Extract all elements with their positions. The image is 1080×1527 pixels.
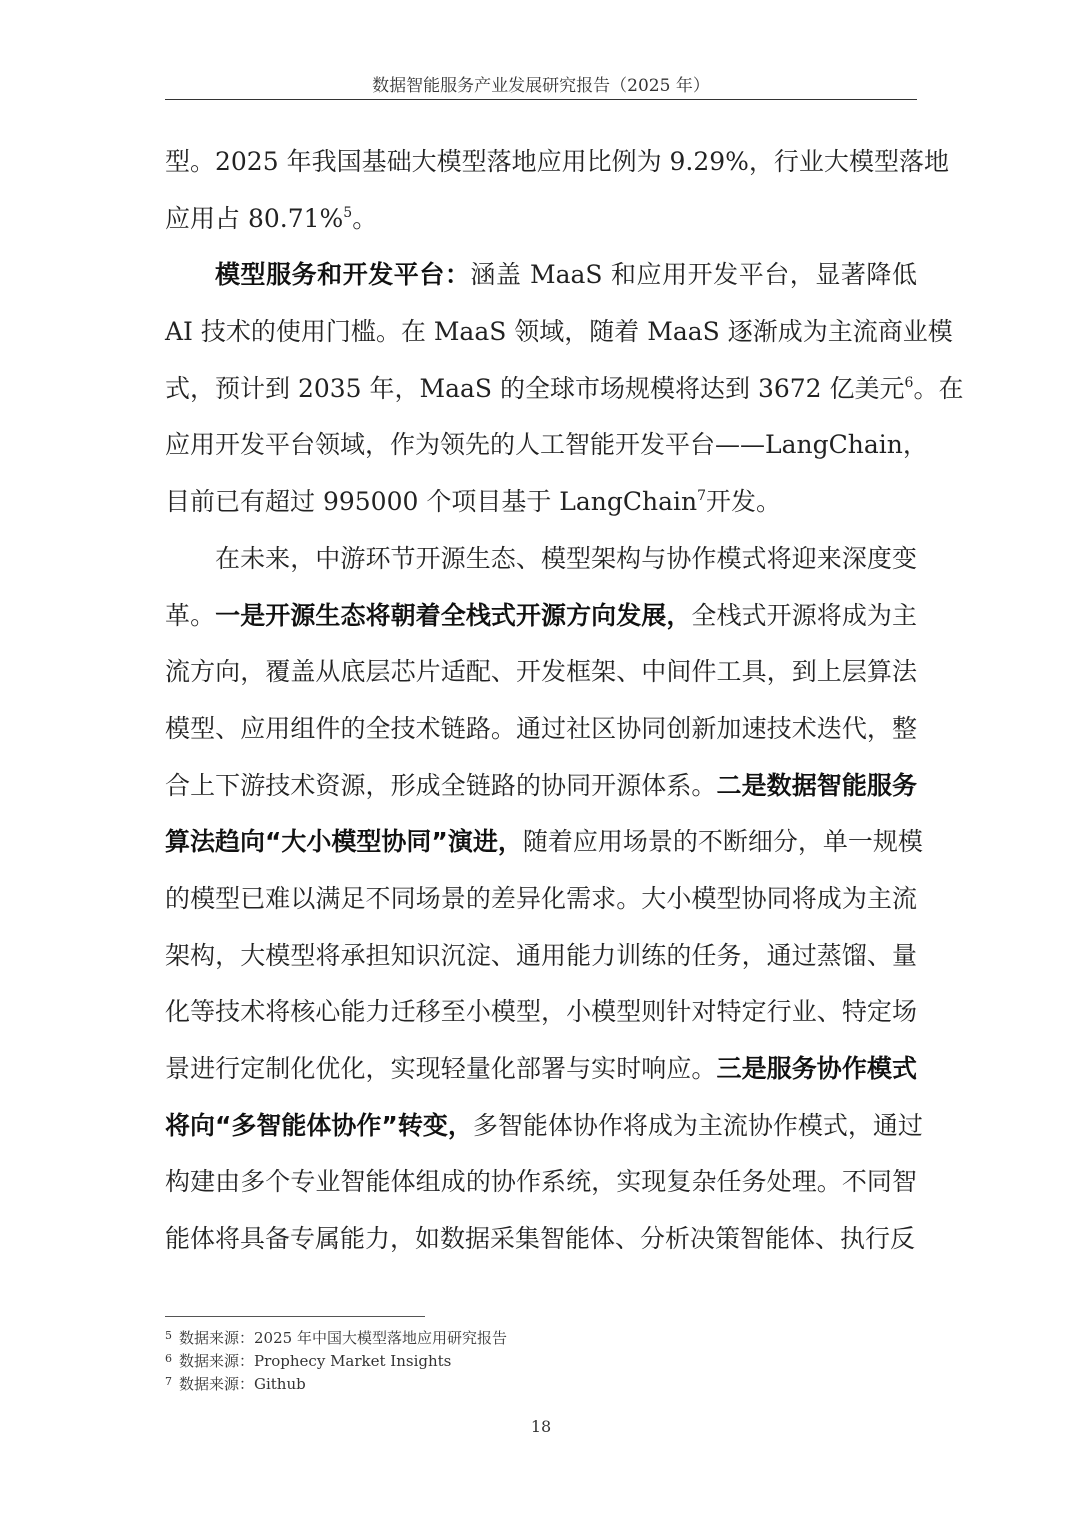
bold-text: 模型服务和开发平台： bbox=[215, 260, 471, 290]
text-line bbox=[165, 1098, 923, 1155]
footnotes bbox=[165, 1327, 917, 1396]
bold-text: 算法趋向“大小模型协同”演进， bbox=[165, 827, 523, 857]
text-line bbox=[165, 984, 917, 1041]
text-run: 随着应用场景的不断细分，单一规模 bbox=[522, 827, 923, 857]
text-run: 革。 bbox=[165, 600, 216, 630]
text-run: 能体将具备专属能力，如数据采集智能体、分析决策智能体、执行反 bbox=[165, 1224, 916, 1254]
text-run: 涵盖 MaaS 和应用开发平台，显著降低 bbox=[470, 260, 917, 290]
text-run: 。在 bbox=[913, 373, 964, 403]
footnote-text: 数据来源：Prophecy Market Insights bbox=[179, 1352, 452, 1370]
text-run: 景进行定制化优化，实现轻量化部署与实时响应。 bbox=[165, 1054, 717, 1083]
text-line bbox=[165, 814, 923, 871]
text-run: 型。2025 年我国基础大模型落地应用比例为 9.29%，行业大模型落地 bbox=[165, 147, 949, 176]
text-run: 合上下游技术资源，形成全链路的协同开源体系。 bbox=[165, 770, 717, 800]
text-run: 开发。 bbox=[706, 487, 782, 517]
text-line bbox=[165, 701, 917, 758]
text-line bbox=[165, 1211, 917, 1268]
footnote-ref: 6 bbox=[904, 374, 914, 391]
text-line bbox=[165, 134, 949, 191]
text-line bbox=[165, 361, 964, 418]
header-rule bbox=[165, 99, 917, 100]
text-run: 目前已有超过 995000 个项目基于 LangChain bbox=[165, 487, 698, 517]
paragraph bbox=[165, 531, 923, 1268]
text-run: 应用占 80.71% bbox=[165, 203, 344, 233]
text-line bbox=[165, 1041, 917, 1098]
text-line bbox=[165, 247, 917, 304]
text-run: AI 技术的使用门槛。在 MaaS 领域，随着 MaaS 逐渐成为主流商业模 bbox=[165, 317, 953, 347]
text-run: 化等技术将核心能力迁移至小模型，小模型则针对特定行业、特定场 bbox=[165, 997, 917, 1027]
footnote-text: 数据来源：Github bbox=[179, 1375, 306, 1393]
footnote-text: 数据来源：2025 年中国大模型落地应用研究报告 bbox=[179, 1329, 507, 1347]
footnote: 5 数据来源：2025 年中国大模型落地应用研究报告 bbox=[165, 1329, 507, 1347]
text-line bbox=[165, 588, 917, 645]
footnote-rule bbox=[165, 1316, 425, 1317]
text-line bbox=[165, 474, 917, 531]
text-run: 架构，大模型将承担知识沉淀、通用能力训练的任务，通过蒸馏、量 bbox=[165, 940, 917, 970]
text-line bbox=[165, 871, 917, 928]
page-number: 18 bbox=[530, 1417, 552, 1436]
text-run: 式，预计到 2035 年，MaaS 的全球市场规模将达到 3672 亿美元 bbox=[165, 373, 905, 403]
text-run: 的模型已难以满足不同场景的差异化需求。大小模型协同将成为主流 bbox=[165, 883, 917, 913]
text-line bbox=[165, 928, 917, 985]
text-line bbox=[165, 644, 917, 701]
text-run: 应用开发平台领域，作为领先的人工智能开发平台——LangChain， bbox=[165, 430, 928, 460]
footnote: 7 数据来源：Github bbox=[165, 1375, 306, 1393]
text-run: 。 bbox=[352, 203, 378, 233]
bold-text: 将向“多智能体协作”转变， bbox=[165, 1110, 473, 1140]
text-run: 全栈式开源将成为主 bbox=[691, 600, 917, 630]
text-run: 构建由多个专业智能体组成的协作系统，实现复杂任务处理。不同智 bbox=[165, 1167, 917, 1197]
page-header-title: 数据智能服务产业发展研究报告（2025 年） bbox=[372, 76, 710, 96]
text-line bbox=[165, 1154, 917, 1211]
body-text bbox=[165, 134, 964, 1268]
text-line bbox=[165, 758, 917, 815]
footnote-ref: 7 bbox=[697, 488, 707, 505]
text-line bbox=[165, 304, 953, 361]
text-run: 在未来，中游环节开源生态、模型架构与协作模式将迎来深度变 bbox=[215, 543, 917, 573]
bold-text: 三是服务协作模式 bbox=[716, 1054, 917, 1083]
bold-text: 一是开源生态将朝着全栈式开源方向发展， bbox=[215, 600, 692, 630]
bold-text: 二是数据智能服务 bbox=[716, 770, 917, 800]
text-line bbox=[165, 417, 928, 474]
text-line bbox=[165, 531, 917, 588]
footnote: 6 数据来源：Prophecy Market Insights bbox=[165, 1352, 452, 1370]
paragraph bbox=[165, 247, 964, 530]
paragraph bbox=[165, 134, 949, 247]
text-run: 流方向，覆盖从底层芯片适配、开发框架、中间件工具，到上层算法 bbox=[165, 657, 917, 687]
text-run: 多智能体协作将成为主流协作模式，通过 bbox=[472, 1110, 923, 1140]
text-line bbox=[165, 191, 917, 248]
footnote-ref: 5 bbox=[343, 204, 353, 221]
text-run: 模型、应用组件的全技术链路。通过社区协同创新加速技术迭代，整 bbox=[165, 713, 917, 743]
